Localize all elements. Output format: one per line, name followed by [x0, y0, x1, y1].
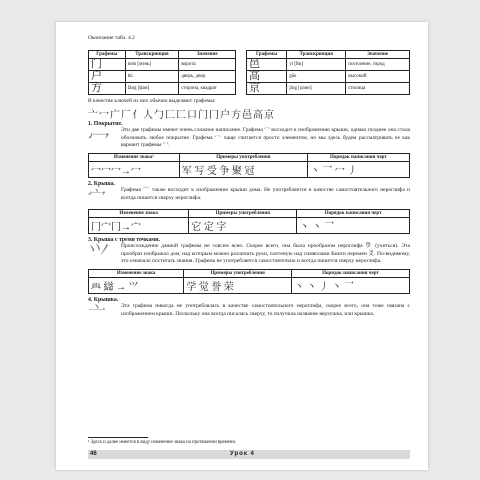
table-header-row	[89, 210, 410, 218]
table-row	[247, 71, 410, 83]
examples-cell: 它 定 字	[189, 218, 297, 234]
col-meaning: Значение	[346, 51, 410, 59]
grapheme-cell: 门	[89, 59, 126, 71]
meaning-cell: дверь, двор	[179, 71, 236, 83]
grapheme-cell: 邑	[247, 59, 287, 71]
meaning-cell: поселение, город	[346, 59, 410, 71]
table-row	[89, 278, 410, 294]
grapheme-cell: 京	[247, 83, 287, 95]
grapheme-table-right	[246, 50, 410, 95]
key-graphemes-row: 亠冖广厂亻人勹匚匸口门冂户方邑高京	[88, 110, 275, 122]
transcription-cell: jīng [цзин]	[287, 83, 346, 95]
section-2-table	[88, 209, 410, 234]
table-row	[89, 59, 236, 71]
table-row	[247, 83, 410, 95]
col-meaning: Значение	[179, 51, 236, 59]
footnote-divider	[88, 437, 148, 438]
grapheme-cell: 户	[89, 71, 126, 83]
section-2-title: 2. Крыша.	[88, 181, 115, 188]
grapheme-cell: 高	[247, 71, 287, 83]
intro-text: В качестве ключей из них обычно выделяют графемы:	[88, 98, 216, 104]
footnote: ¹ Здесь и далее имеется в виду изменение знака на протяжении времени.	[88, 440, 237, 445]
strokes-cell: 丶 丶 丿 丶 乛	[291, 278, 409, 294]
change-cell: 𦥯 䜌 → ⺍	[89, 278, 184, 294]
section-2-text: Графема 宀 также восходит к изображению крыши дома. Не употребляется в качестве самостоятельного иероглифа и всегда пишется сверху иероглифа.	[121, 187, 410, 201]
examples-cell: 军 写 受 争 聚 冠	[179, 162, 307, 178]
change-cell: 冂宀冂→宀	[89, 218, 189, 234]
grapheme-table-left	[88, 50, 236, 95]
book-page	[56, 22, 428, 470]
table-row	[89, 218, 410, 234]
col-examples: Примеры употребления	[189, 210, 297, 218]
section-2-body	[88, 187, 410, 207]
col-change: Изменение знака¹	[89, 154, 180, 162]
section-4-title: 4. Крышка.	[88, 297, 119, 304]
section-3-glyph: ⺍	[88, 242, 111, 268]
grapheme-tables	[88, 42, 410, 98]
section-4-glyph: 亠	[88, 303, 106, 324]
table-row	[247, 59, 410, 71]
section-3-text: Происхождение данной графемы не совсем ясно. Скорее всего, она была прообразом иероглифа 學 (учиться). Эта прообраз изображал дом, над которым можно различить руки, плетеную над символами Книги перемен 爻. По-видимому, это означало постигать знания. Графема не употребляется самостоятельно и всегда пишется сверху иероглифа.	[121, 243, 410, 264]
meaning-cell: столица	[346, 83, 410, 95]
col-grapheme: Графемы	[89, 51, 126, 59]
table-caption: Окончание табл. 4.2	[88, 35, 135, 41]
col-examples: Примеры употребления	[184, 270, 292, 278]
section-1-body	[88, 127, 410, 151]
change-cell: 冖冖冖→冖	[89, 162, 180, 178]
transcription-cell: gāo	[287, 71, 346, 83]
meaning-cell: высокий	[346, 71, 410, 83]
col-transcription: Транскрипция	[287, 51, 346, 59]
table-header-row	[89, 154, 410, 162]
table-row	[89, 162, 410, 178]
col-change: Изменение знака	[89, 210, 189, 218]
section-1-table	[88, 153, 410, 178]
table-header-row	[247, 51, 410, 59]
meaning-cell: сторона, квадрат	[179, 83, 236, 95]
transcription-cell: hù	[125, 71, 179, 83]
col-examples: Примеры употребления	[179, 154, 307, 162]
section-1-glyph: 冖	[88, 126, 111, 152]
table-header-row	[89, 51, 236, 59]
grapheme-cell: 方	[89, 83, 126, 95]
col-strokes: Порядок написания черт	[297, 210, 410, 218]
page-number: 46	[90, 451, 97, 457]
col-strokes: Порядок написания черт	[307, 154, 409, 162]
section-3-table	[88, 269, 410, 294]
transcription-cell: mén [мэнь]	[125, 59, 179, 71]
section-1-title: 1. Покрытие.	[88, 121, 123, 128]
section-4-text: Эта графема никогда не употреблялась в качестве самостоятельного иероглифа, скорее всего, она тоже связана с изображением крыши. Поскольку она всегда писалась сверху, то получила название верхушка, или крышка.	[121, 303, 410, 317]
col-grapheme: Графемы	[247, 51, 287, 59]
section-1-text: Эти две графемы имеют очень сложное написание. Графема 冖 восходит к изображению крыши, однако позднее она стала обозначать любое покрытие. Графема 冖 чаще считается просто элементом, но мы здесь будем рассматривать ее как вариант графемы 冖.	[121, 127, 410, 148]
examples-cell: 学 觉 誉 荣	[184, 278, 292, 294]
page-content	[88, 35, 410, 323]
strokes-cell: 丶 丶 乛	[297, 218, 410, 234]
section-3-title: 3. Крыша с тремя точками.	[88, 237, 160, 244]
col-strokes: Порядок написания черт	[291, 270, 409, 278]
transcription-cell: fāng [фан]	[125, 83, 179, 95]
section-3-body	[88, 243, 410, 267]
col-transcription: Транскрипция	[125, 51, 179, 59]
section-2-glyph: 宀	[88, 187, 106, 208]
section-4-body	[88, 303, 410, 323]
table-row	[89, 71, 236, 83]
meaning-cell: ворота	[179, 59, 236, 71]
strokes-cell: 丶 乛 冖 丿	[307, 162, 409, 178]
col-change: Изменение знака	[89, 270, 184, 278]
table-row	[89, 83, 236, 95]
lesson-label: Урок 4	[230, 451, 255, 457]
table-header-row	[89, 270, 410, 278]
page-footer	[88, 450, 410, 459]
transcription-cell: yì [йи]	[287, 59, 346, 71]
